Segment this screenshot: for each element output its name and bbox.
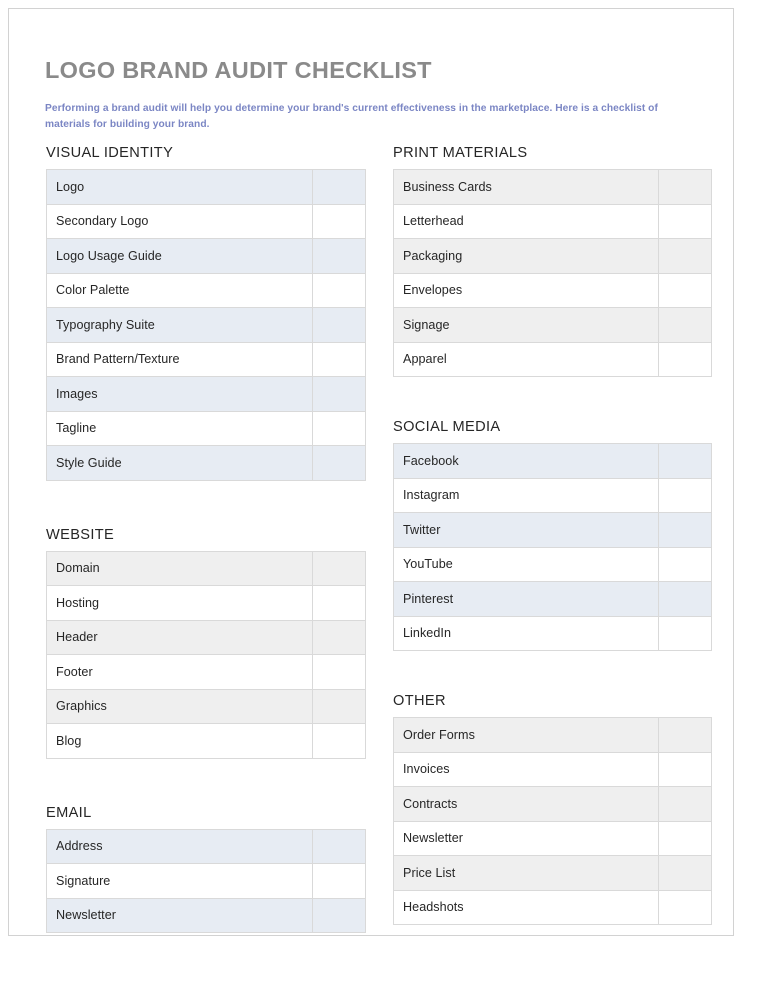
checklist-item-label: Newsletter [394,821,659,856]
checkbox-cell-graphics[interactable] [313,689,366,724]
page-subtitle: Performing a brand audit will help you determine your brand's current effectiveness in the marketplace. Here is a checklist of materials for building your brand. [45,103,658,130]
table-row [47,689,366,724]
checkbox-cell-pinterest[interactable] [659,582,712,617]
checkbox-cell-address[interactable] [313,829,366,864]
checklist-table [46,551,366,759]
table-row [47,204,366,239]
checkbox-cell-envelopes[interactable] [659,273,712,308]
checklist-item-label: Invoices [394,752,659,787]
table-row [47,586,366,621]
table-row [47,170,366,205]
checkbox-cell-invoices[interactable] [659,752,712,787]
checklist-item-label: Logo Usage Guide [47,239,313,274]
checklist-item-label: Style Guide [47,446,313,481]
checkbox-cell-youtube[interactable] [659,547,712,582]
table-row [47,655,366,690]
section-email [46,805,366,934]
checkbox-cell-color-palette[interactable] [313,273,366,308]
table-row [394,718,712,753]
table-row [394,856,712,891]
page-title: LOGO BRAND AUDIT CHECKLIST [45,57,432,83]
checklist-item-label: Newsletter [47,898,313,933]
section-social-media [393,419,712,651]
checklist-item-label: Business Cards [394,170,659,205]
checklist-item-label: Blog [47,724,313,759]
right-column [393,145,712,925]
table-row [394,582,712,617]
checklist-item-label: Apparel [394,342,659,377]
checklist-item-label: Pinterest [394,582,659,617]
section-heading: EMAIL [46,804,92,821]
table-row [47,411,366,446]
checkbox-cell-business-cards[interactable] [659,170,712,205]
checkbox-cell-linkedin[interactable] [659,616,712,651]
section-spacer [46,759,366,805]
checklist-item-label: Footer [47,655,313,690]
checklist-item-label: Instagram [394,478,659,513]
checklist-item-label: Images [47,377,313,412]
table-row [394,273,712,308]
table-row [47,342,366,377]
section-spacer [46,481,366,527]
checkbox-cell-signage[interactable] [659,308,712,343]
section-heading: PRINT MATERIALS [393,145,528,161]
section-spacer [393,651,712,693]
table-row [47,551,366,586]
checkbox-cell-brand-pattern-texture[interactable] [313,342,366,377]
table-row [47,239,366,274]
checklist-item-label: Price List [394,856,659,891]
table-row [394,170,712,205]
table-row [394,890,712,925]
table-row [394,204,712,239]
checkbox-cell-headshots[interactable] [659,890,712,925]
checklist-item-label: LinkedIn [394,616,659,651]
checkbox-cell-logo[interactable] [313,170,366,205]
checkbox-cell-packaging[interactable] [659,239,712,274]
checkbox-cell-blog[interactable] [313,724,366,759]
checklist-item-label: YouTube [394,547,659,582]
table-row [47,898,366,933]
checklist-table [393,443,712,651]
section-heading: OTHER [393,693,446,709]
section-spacer [393,377,712,419]
checkbox-cell-newsletter[interactable] [659,821,712,856]
checkbox-cell-images[interactable] [313,377,366,412]
table-row [47,620,366,655]
left-column [46,145,366,933]
checkbox-cell-tagline[interactable] [313,411,366,446]
checklist-item-label: Signage [394,308,659,343]
checklist-item-label: Address [47,829,313,864]
checklist-table [46,829,366,934]
checklist-item-label: Letterhead [394,204,659,239]
checkbox-cell-order-forms[interactable] [659,718,712,753]
checklist-table [393,169,712,377]
section-heading: SOCIAL MEDIA [393,419,501,435]
checklist-item-label: Color Palette [47,273,313,308]
checkbox-cell-signature[interactable] [313,864,366,899]
checkbox-cell-header[interactable] [313,620,366,655]
checklist-item-label: Envelopes [394,273,659,308]
section-website [46,527,366,759]
checkbox-cell-twitter[interactable] [659,513,712,548]
table-row [47,308,366,343]
checklist-item-label: Packaging [394,239,659,274]
checklist-item-label: Twitter [394,513,659,548]
table-row [394,308,712,343]
checkbox-cell-footer[interactable] [313,655,366,690]
checkbox-cell-newsletter[interactable] [313,898,366,933]
checkbox-cell-typography-suite[interactable] [313,308,366,343]
table-row [394,752,712,787]
table-row [394,239,712,274]
table-row [394,444,712,479]
checklist-item-label: Facebook [394,444,659,479]
checklist-item-label: Domain [47,551,313,586]
table-row [394,616,712,651]
checklist-item-label: Logo [47,170,313,205]
page-frame [8,8,734,936]
checklist-item-label: Signature [47,864,313,899]
section-heading: WEBSITE [46,526,115,543]
checklist-table [393,717,712,925]
checkbox-cell-letterhead[interactable] [659,204,712,239]
checklist-item-label: Contracts [394,787,659,822]
checkbox-cell-style-guide[interactable] [313,446,366,481]
table-row [47,829,366,864]
section-visual-identity [46,145,366,481]
table-row [47,446,366,481]
checklist-item-label: Hosting [47,586,313,621]
table-row [47,724,366,759]
checkbox-cell-hosting[interactable] [313,586,366,621]
table-row [394,513,712,548]
table-row [394,547,712,582]
checkbox-cell-price-list[interactable] [659,856,712,891]
table-row [47,377,366,412]
checkbox-cell-facebook[interactable] [659,444,712,479]
table-row [394,821,712,856]
checklist-item-label: Headshots [394,890,659,925]
table-row [47,864,366,899]
checkbox-cell-logo-usage-guide[interactable] [313,239,366,274]
checklist-item-label: Secondary Logo [47,204,313,239]
checklist-item-label: Graphics [47,689,313,724]
table-row [394,787,712,822]
checklist-item-label: Typography Suite [47,308,313,343]
table-row [47,273,366,308]
checkbox-cell-domain[interactable] [313,551,366,586]
checklist-table [46,169,366,481]
section-other [393,693,712,925]
table-row [394,478,712,513]
checkbox-cell-apparel[interactable] [659,342,712,377]
section-print-materials [393,145,712,377]
table-row [394,342,712,377]
checkbox-cell-instagram[interactable] [659,478,712,513]
checklist-item-label: Header [47,620,313,655]
checkbox-cell-secondary-logo[interactable] [313,204,366,239]
checkbox-cell-contracts[interactable] [659,787,712,822]
checklist-item-label: Brand Pattern/Texture [47,342,313,377]
checklist-item-label: Tagline [47,411,313,446]
checklist-item-label: Order Forms [394,718,659,753]
section-heading: VISUAL IDENTITY [46,145,174,161]
